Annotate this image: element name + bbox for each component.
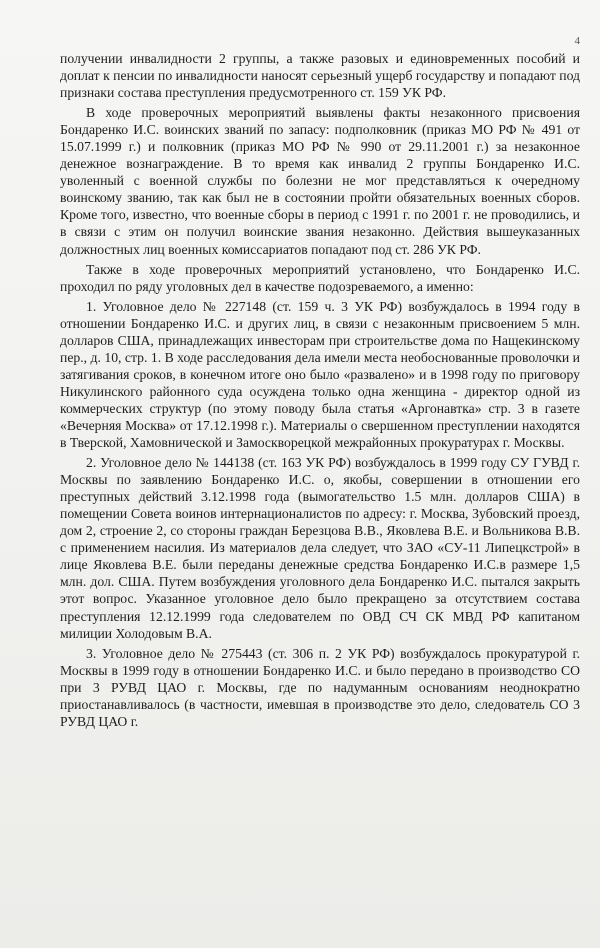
- document-body: [60, 50, 580, 942]
- paragraph-3: Также в ходе проверочных мероприятий установлено, что Бондаренко И.С. проходил по ряду уголовных дел в качестве подозреваемого, а именно:: [60, 261, 580, 294]
- paragraph-6: 3. Уголовное дело № 275443 (ст. 306 п. 2 УК РФ) возбуждалось прокуратурой г. Москвы в 1999 году в отношении Бондаренко И.С. и было передано в производство СО при 3 РУВД ЦАО г. Москвы, где по надуманным основаниям неоднократно приостанавливалось (в частности, имевшая в производстве это дело, следователь СО 3 РУВД ЦАО г.: [60, 645, 580, 729]
- paragraph-1: получении инвалидности 2 группы, а также разовых и единовременных пособий и доплат к пенсии по инвалидности наносят серьезный ущерб государству и попадают под признаки состава преступления предусмотренного ст. 159 УК РФ.: [60, 51, 580, 101]
- paragraph-4: 1. Уголовное дело № 227148 (ст. 159 ч. 3 УК РФ) возбуждалось в 1994 году в отношении Бондаренко И.С. и других лиц, в связи с незаконным присвоением 5 млн. долларов США, принадлежащих инвесторам при строительстве дома по Нащекинскому пер., д. 10, стр. 1. В ходе расследования дела имели места необоснованные проволочки и затягивания сроков, в конечном итоге оно было «развалено» и в 1998 году по приговору Никулинского районного суда осуждена только одна женщина - директор одной из коммерческих структур (по этому поводу была статья «Аргонавтка» стр. 3 в газете «Вечерняя Москва» от 17.12.1998 г.). Материалы о свершенном преступлении находятся в Тверской, Хамовнической и Замоскворецкой межрайонных прокуратурах г. Москвы.: [60, 298, 580, 451]
- paragraph-5: 2. Уголовное дело № 144138 (ст. 163 УК РФ) возбуждалось в 1999 году СУ ГУВД г. Москвы по заявлению Бондаренко И.С. о, якобы, совершении в отношении его преступных действий 3.12.1998 года (вымогательство 1.5 млн. долларов США) в помещении Совета воинов интернационалистов по адресу: г. Москва, Зубовский проезд, дом 2, строение 2, со стороны граждан Березцова В.В., Яковлева В.Е. и Вольникова В.В. с применением насилия. Из материалов дела следует, что ЗАО «СУ-11 Липецкстрой» в лице Яковлева В.Е. были переданы денежные средства Бондаренко И.С.в размере 1,5 млн. дол. США. Путем возбуждения уголовного дела Бондаренко И.С. пытался закрыть этот вопрос. Указанное уголовное дело было прекращено за отсутствием состава преступления 12.12.1999 года следователем по ОВД СЧ СК МВД РФ капитаном милиции Холодовым В.А.: [60, 455, 580, 641]
- paragraph-2: В ходе проверочных мероприятий выявлены факты незаконного присвоения Бондаренко И.С. воинских званий по запасу: подполковник (приказ МО РФ № 491 от 15.07.1999 г.) и полковник (приказ МО РФ № 990 от 29.11.2001 г.) за незаконное денежное вознаграждение. В то время как инвалид 2 группы Бондаренко И.С. уволенный с военной службы по болезни не мог представляться к очередному воинскому званию, так как был не в состоянии пройти обязательных военных сборов. Кроме того, известно, что военные сборы в период с 1991 г. по 2001 г. не проводились, и в связи с этим он получил воинские звания незаконно. Действия вышеуказанных должностных лиц военных комиссариатов попадают под ст. 286 УК РФ.: [60, 105, 580, 257]
- page-number: 4: [574, 35, 580, 47]
